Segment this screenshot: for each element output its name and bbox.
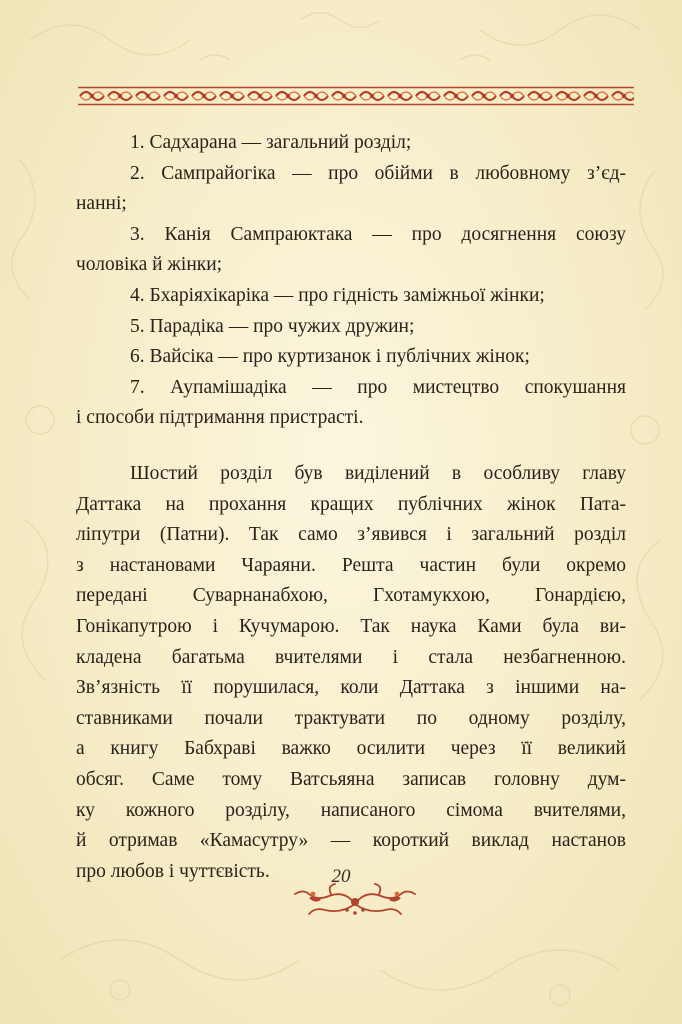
chapter-list [76, 128, 626, 434]
body-paragraph [76, 459, 626, 887]
paragraph-line: передані Суварнанабхою, Гхотамукхою, Гонардією, [76, 585, 626, 607]
paragraph-line: а книгу Бабхраві важко осилити через її великий [76, 738, 626, 760]
top-ornament-border [78, 86, 634, 106]
paragraph-line: ліпутри (Патни). Так само з’явився і загальний розділ [76, 524, 626, 546]
paragraph-line: й отримав «Камасутру» — короткий виклад настанов [76, 830, 626, 852]
paragraph-line: ку кожного розділу, написаного сімома вчителями, [76, 799, 626, 821]
list-item: 4. Бхаріяхікаріка — про гідність заміжньої жінки; [130, 284, 545, 306]
list-item: 2. Сампрайогіка — про обійми в любовному з’єд- нанні; [76, 162, 626, 215]
paragraph-line: Гонікапутрою і Кучумарою. Так наука Ками була ви- [76, 615, 626, 637]
paragraph-line: обсяг. Саме тому Ватсьяяна записав головну дум- [76, 768, 626, 790]
paragraph-line: Шостий розділ був виділений в особливу главу [130, 463, 626, 484]
list-item: 7. Аупамішадіка — про мистецтво спокушання і способи підтримання пристрасті. [76, 376, 626, 429]
paragraph-line: про любов і чуттєвість. [76, 860, 270, 882]
page-number: 20 [331, 866, 351, 887]
paragraph-line: з настановами Чараяни. Решта частин були окремо [76, 554, 626, 576]
paragraph-line: кладена багатьма вчителями і стала незбагненною. [76, 646, 626, 668]
floral-ornament-icon [291, 882, 419, 918]
paragraph-line: Зв’язність її порушилася, коли Даттака з іншими на- [76, 677, 626, 699]
paragraph-line: ставниками почали трактувати по одному розділу, [76, 707, 626, 729]
paragraph-line: Даттака на прохання кращих публічних жінок Пата- [76, 493, 626, 515]
list-item: 3. Канія Сампраюктака — про досягнення союзу чоловіка й жінки; [76, 223, 626, 276]
list-item: 5. Парадіка — про чужих дружин; [130, 315, 415, 337]
list-item: 1. Садхарана — загальний розділ; [130, 132, 412, 153]
list-item: 6. Вайсіка — про куртизанок і публічних жінок; [130, 346, 530, 368]
